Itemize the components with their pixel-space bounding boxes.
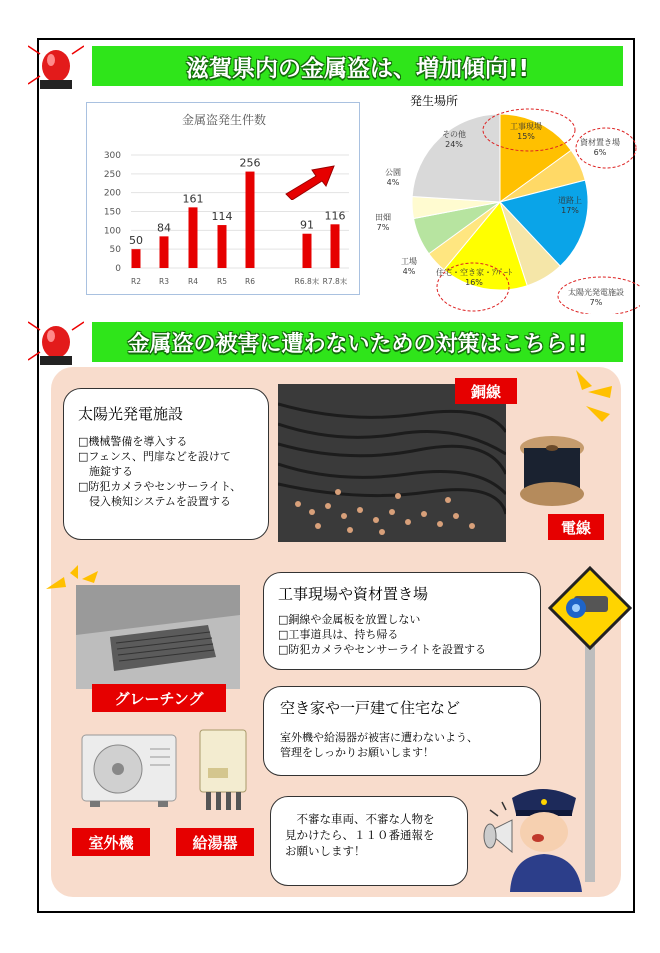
- report-card-line: 見かけたら、１１０番通報を: [285, 828, 435, 842]
- police-officer-megaphone-icon: [482, 780, 592, 892]
- house-card: [263, 686, 541, 776]
- report-card-line: 不審な車両、不審な人物を: [285, 812, 435, 826]
- copper-label: 銅線: [455, 378, 517, 404]
- increase-arrow-icon: [282, 160, 342, 200]
- banner-mid: [92, 322, 623, 362]
- bar-chart-title: 金属盗発生件数: [181, 113, 267, 127]
- water-heater-label: 給湯器: [176, 828, 254, 856]
- pie-label-materials: 資材置き場 6%: [580, 138, 620, 157]
- siren-icon: [28, 316, 84, 372]
- bar-category-label: R7.8末: [322, 277, 348, 286]
- bar: [331, 224, 340, 268]
- bar-y-tick: 150: [103, 207, 121, 218]
- pie-label-fields: 田畑 7%: [375, 213, 391, 232]
- bar-category-label: R4: [188, 277, 198, 286]
- bar-value-label: 116: [324, 209, 346, 223]
- site-card-title: 工事現場や資材置き場: [278, 585, 429, 603]
- bar: [218, 225, 227, 268]
- bar-category-label: R5: [217, 277, 227, 286]
- bar-y-tick: 300: [103, 151, 121, 161]
- bar: [160, 236, 169, 268]
- solar-card-line: □機械警備を導入する: [78, 435, 188, 448]
- bar-value-label: 84: [157, 221, 171, 235]
- banner-mid-text: 金属盗の被害に遭わないための対策はこちら!!: [127, 331, 588, 357]
- house-card-title: 空き家や一戸建て住宅など: [280, 699, 461, 717]
- pie-label-road: 道路上 17%: [558, 196, 582, 215]
- bar-y-tick: 0: [115, 264, 121, 274]
- site-card-line: □防犯カメラやセンサーライトを設置する: [278, 643, 487, 656]
- solar-facility-card: [63, 388, 269, 540]
- solar-card-title: 太陽光発電施設: [78, 405, 184, 423]
- solar-card-line: 施錠する: [78, 465, 133, 478]
- pie-slice: [412, 114, 500, 202]
- report-card-line: お願いします！: [285, 844, 366, 858]
- bar-y-tick: 100: [103, 226, 121, 237]
- site-card-line: □銅線や金属板を放置しない: [278, 613, 421, 626]
- banner-top-text: 滋賀県内の金属盗は、増加傾向!!: [186, 55, 529, 82]
- grating-photo: [76, 585, 240, 689]
- attention-mark-icon: [572, 366, 616, 426]
- bar-value-label: 50: [129, 234, 143, 248]
- bar-y-tick: 250: [103, 169, 121, 180]
- wire-label: 電線: [548, 514, 604, 540]
- bar: [132, 249, 141, 268]
- bar-y-tick: 50: [109, 245, 121, 256]
- outdoor-unit-label: 室外機: [72, 828, 150, 856]
- pie-label-factory: 工場 4%: [401, 257, 417, 276]
- cable-drum-photo: [516, 430, 588, 510]
- outdoor-unit-photo: [80, 733, 178, 807]
- pie-label-park: 公園 4%: [385, 168, 401, 187]
- bar-category-label: R6: [245, 277, 255, 286]
- copper-wire-photo: [278, 384, 506, 542]
- bar: [246, 172, 255, 268]
- pie-label-solar: 太陽光発電施設 7%: [568, 288, 624, 307]
- site-card-line: □工事道具は、持ち帰る: [278, 628, 399, 641]
- bar-value-label: 91: [300, 218, 314, 232]
- solar-card-line: □防犯カメラやセンサーライト、: [78, 480, 242, 493]
- bar-value-label: 256: [239, 156, 261, 170]
- bar: [303, 234, 312, 268]
- bar-category-label: R3: [159, 277, 169, 286]
- water-heater-photo: [196, 728, 250, 812]
- pie-chart-title: 発生場所: [410, 94, 459, 108]
- bar-value-label: 114: [211, 210, 233, 224]
- pie-label-houses: 住宅・空き家・ｱﾊﾟｰﾄ 16%: [436, 268, 512, 287]
- house-card-line: 管理をしっかりお願いします！: [280, 746, 434, 759]
- pie-label-construction: 工事現場 15%: [510, 122, 542, 141]
- solar-card-line: □フェンス、門扉などを設けて: [78, 450, 231, 463]
- bar-y-tick: 200: [103, 188, 121, 199]
- report-card: [270, 796, 468, 886]
- bar: [189, 207, 198, 268]
- bar-value-label: 161: [182, 192, 204, 206]
- bar-category-label: R6.8末: [294, 277, 320, 286]
- banner-top: [92, 46, 623, 86]
- pie-label-other: その他 24%: [442, 130, 466, 149]
- bar-category-label: R2: [131, 277, 141, 286]
- grating-label: グレーチング: [92, 684, 226, 712]
- construction-site-card: [263, 572, 541, 670]
- siren-icon: [28, 40, 84, 96]
- house-card-line: 室外機や給湯器が被害に遭わないよう、: [280, 731, 478, 744]
- solar-card-line: 侵入検知システムを設置する: [78, 495, 231, 508]
